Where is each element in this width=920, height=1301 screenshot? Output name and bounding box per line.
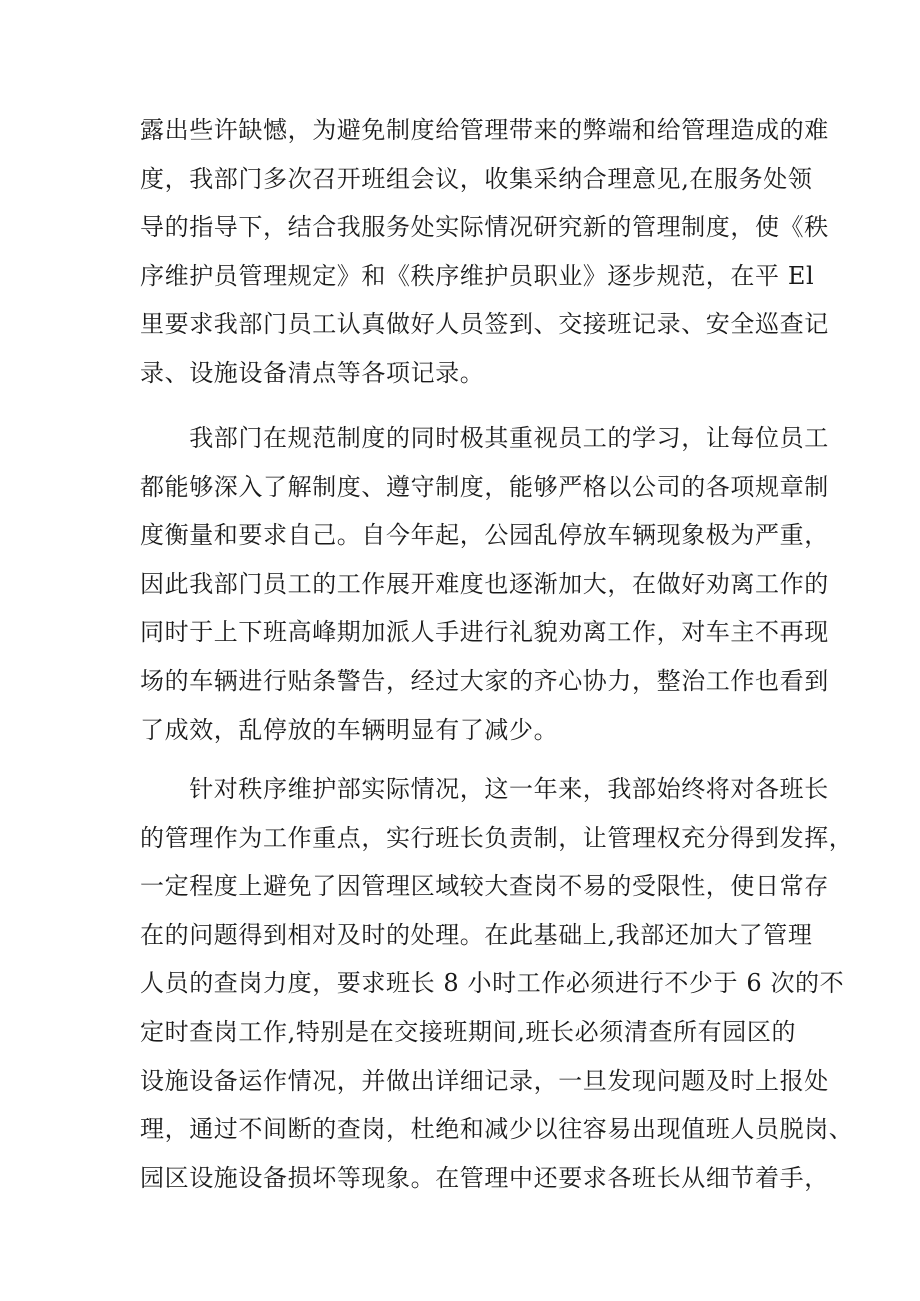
text-line: 度衡量和要求自己。自今年起，公园乱停放车辆现象极为严重， <box>140 521 829 550</box>
paragraph-1 <box>140 106 829 398</box>
text-line: 了成效，乱停放的车辆明显有了减少。 <box>140 715 559 744</box>
text-line: 一定程度上避免了因管理区域较大查岗不易的受限性，使日常存 <box>140 872 829 901</box>
text-line: 序维护员管理规定》和《秩序维护员职业》逐步规范，在平 El <box>140 261 815 290</box>
text-line: 导的指导下，结合我服务处实际情况研究新的管理制度，使《秩 <box>140 213 829 242</box>
text-line: 针对秩序维护部实际情况，这一年来，我部始终将对各班长 <box>140 775 829 803</box>
text-line: 园区设施设备损坏等现象。在管理中还要求各班长从细节着手， <box>140 1163 829 1192</box>
text-line: 录、设施设备清点等各项记录。 <box>140 358 485 387</box>
text-line: 理，通过不间断的查岗，杜绝和减少以往容易出现值班人员脱岗、 <box>140 1115 854 1144</box>
paragraph-2 <box>140 414 829 754</box>
text-line: 设施设备运作情况，并做出详细记录，一旦发现问题及时上报处 <box>140 1066 829 1095</box>
text-line: 都能够深入了解制度、遵守制度，能够严格以公司的各项规章制 <box>140 472 829 501</box>
text-line: 定时查岗工作,特别是在交接班期间,班长必须清查所有园区的 <box>140 1017 797 1046</box>
text-line: 同时于上下班高峰期加派人手进行礼貌劝离工作，对车主不再现 <box>140 618 829 647</box>
text-line: 因此我部门员工的工作展开难度也逐渐加大，在做好劝离工作的 <box>140 569 829 598</box>
text-line: 在的问题得到相对及时的处理。在此基础上,我部还加大了管理 <box>140 920 813 949</box>
text-line: 场的车辆进行贴条警告，经过大家的齐心协力，整治工作也看到 <box>140 666 829 695</box>
text-line: 人员的查岗力度，要求班长 8 小时工作必须进行不少于 6 次的不 <box>140 969 845 998</box>
text-line: 我部门在规范制度的同时极其重视员工的学习，让每位员工 <box>140 424 829 452</box>
text-line: 露出些许缺憾，为避免制度给管理带来的弊端和给管理造成的难 <box>140 116 829 144</box>
paragraph-3 <box>140 765 854 1202</box>
text-line: 的管理作为工作重点，实行班长负责制，让管理权充分得到发挥， <box>140 823 854 852</box>
text-line: 里要求我部门员工认真做好人员签到、交接班记录、安全巡查记 <box>140 310 829 339</box>
text-line: 度，我部门多次召开班组会议，收集采纳合理意见,在服务处领 <box>140 164 813 193</box>
